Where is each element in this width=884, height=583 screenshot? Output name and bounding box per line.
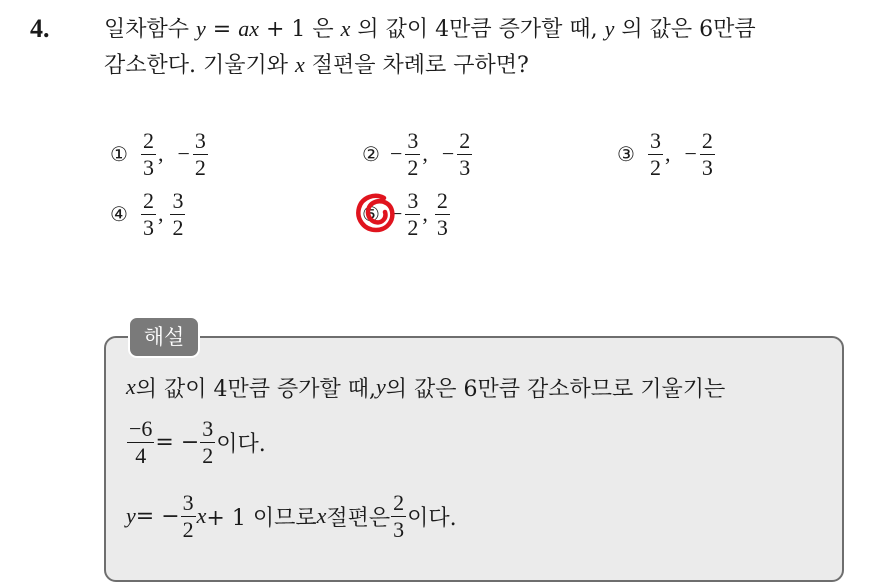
choice-mark: ⑤	[362, 202, 380, 226]
fraction: $\frac{2}{3}$	[393, 489, 405, 542]
fraction: $\frac{3}{2}$	[407, 127, 419, 180]
choice-3[interactable]: ③ $\frac{3}{2}$ , − $\frac{2}{3}$	[617, 127, 713, 180]
fraction: $\frac{2}{3}$	[142, 187, 154, 240]
fraction: $\frac{3}{2}$	[407, 187, 419, 240]
choice-mark: ③	[617, 142, 635, 166]
question-line-2: 감소한다. 기울기와 x 절편을 차례로 구하면?	[104, 52, 529, 78]
question-number: 4.	[30, 14, 50, 43]
fraction: $\frac{3}{2}$	[194, 127, 206, 180]
choice-2[interactable]: ② − $\frac{3}{2}$ , − $\frac{2}{3}$	[362, 127, 471, 180]
fraction: $\frac{3}{2}$	[202, 415, 214, 468]
fraction: $\frac{-6}{4}$	[129, 415, 153, 468]
explanation-line-2: $\frac{-6}{4}$ = − $\frac{3}{2}$ 이다.	[129, 415, 266, 468]
choice-1[interactable]: ① $\frac{2}{3}$ , − $\frac{3}{2}$	[110, 127, 206, 180]
choice-mark: ②	[362, 142, 380, 166]
answer-circle-mark	[354, 191, 398, 235]
explanation-line-3: y = − $\frac{3}{2}$ x + 1 이므로 x 절편은 $\frac{2}{3}$ 이다.	[126, 489, 457, 542]
explanation-line-1: x 의 값이 4만큼 증가할 때, y 의 값은 6만큼 감소하므로 기울기는	[126, 374, 726, 402]
fraction: $\frac{2}{3}$	[701, 127, 713, 180]
fraction: $\frac{3}{2}$	[172, 187, 184, 240]
explanation-tag: 해설	[128, 316, 200, 358]
choice-5[interactable]: ⑤ − $\frac{3}{2}$ , $\frac{2}{3}$	[362, 187, 448, 240]
choice-mark: ①	[110, 142, 128, 166]
fraction: $\frac{2}{3}$	[142, 127, 154, 180]
choice-4[interactable]: ④ $\frac{2}{3}$ , $\frac{3}{2}$	[110, 187, 184, 240]
fraction: $\frac{3}{2}$	[182, 489, 194, 542]
fraction: $\frac{2}{3}$	[436, 187, 448, 240]
fraction: $\frac{3}{2}$	[649, 127, 661, 180]
choice-mark: ④	[110, 202, 128, 226]
question-line-1: 일차함수 y = ax + 1 은 x 의 값이 4만큼 증가할 때, y 의 값은 6만큼	[104, 16, 756, 42]
fraction: $\frac{2}{3}$	[459, 127, 471, 180]
